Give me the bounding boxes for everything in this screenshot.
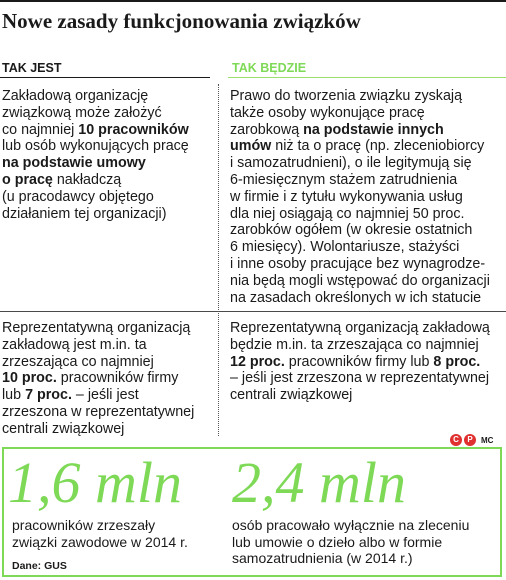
text-line <box>2 122 189 139</box>
text-line <box>230 320 490 337</box>
text-line <box>230 290 490 307</box>
page-title: Nowe zasady funkcjonowania związków <box>2 9 361 33</box>
text-segment: działaniem tej organizacji) <box>2 205 167 222</box>
text-segment: – jeśli jest <box>71 387 139 404</box>
text-segment: zrzeszona w reprezentatywnej <box>2 403 195 420</box>
emphasis-text: 8 proc. <box>433 353 481 370</box>
text-segment: Reprezentatywną organizacją zakładową <box>230 320 490 336</box>
text-segment: pracowników firmy <box>56 370 179 387</box>
text-line <box>2 105 189 122</box>
text-line <box>2 155 189 172</box>
emphasis-text: 10 pracowników <box>78 121 189 138</box>
emphasis-text: na podstawie innych <box>303 121 444 138</box>
text-segment: co najmniej <box>2 121 79 138</box>
text-segment: nakładczą <box>52 171 122 188</box>
header-rule-left <box>0 77 210 78</box>
row-divider <box>0 311 506 312</box>
column-divider <box>218 84 219 436</box>
text-line <box>2 337 194 354</box>
text-segment: 6 miesięcy). Wolontariusze, stażyści <box>230 239 460 256</box>
source-note: Dane: GUS <box>12 560 67 572</box>
text-line <box>2 404 194 421</box>
text-segment: także osoby wykonujące pracę <box>230 104 425 121</box>
cell-current-representative <box>2 320 194 438</box>
text-line <box>230 172 490 189</box>
text-segment: lub <box>2 387 26 404</box>
stat-value-contract-workers: 2,4 mln <box>232 450 406 515</box>
cell-future-representative <box>230 320 490 404</box>
header-rule-right <box>228 77 506 78</box>
stat-desc-line: pracowników zrzeszały <box>12 517 156 533</box>
text-segment: centrali związkowej <box>230 387 353 404</box>
text-line <box>230 155 490 172</box>
text-segment: Zakładową organizację <box>2 88 149 104</box>
text-segment: Prawo do tworzenia związku zyskają <box>230 88 463 104</box>
copyright-p-icon: P <box>464 434 476 446</box>
text-line <box>230 222 490 239</box>
text-segment: w firmie i z tytułu wykonywania usług <box>230 188 463 205</box>
text-segment: Reprezentatywną organizacją <box>2 320 191 336</box>
text-line <box>230 256 490 273</box>
emphasis-text: o pracę <box>2 171 53 188</box>
text-segment: 6-miesięcznym stażem zatrudnienia <box>230 171 458 188</box>
text-segment: centrali związkowej <box>2 420 125 437</box>
cell-future-founding <box>230 88 490 306</box>
text-line <box>230 88 490 105</box>
text-segment: na zasadach określonych w ich statucie <box>230 289 482 306</box>
text-segment: – jeśli jest zrzeszona w reprezentatywnej <box>230 370 490 387</box>
emphasis-text: 12 proc. <box>230 353 285 370</box>
text-line <box>2 387 194 404</box>
copyright-c-icon: C <box>450 434 462 446</box>
emphasis-text: 10 proc. <box>2 370 57 387</box>
text-line <box>2 88 189 105</box>
emphasis-text: 7 proc. <box>25 387 72 404</box>
text-line <box>2 206 189 223</box>
text-line <box>2 370 194 387</box>
text-segment: niż ta o pracę (np. zleceniobiorcy <box>271 138 485 155</box>
text-line <box>2 421 194 438</box>
text-segment: zrzeszająca co najmniej <box>2 353 154 370</box>
text-segment: (u pracodawcy objętego <box>2 188 154 205</box>
stat-desc-union-members <box>12 517 188 550</box>
text-line <box>230 239 490 256</box>
text-line <box>2 189 189 206</box>
text-line <box>230 273 490 290</box>
emphasis-text: umów <box>230 138 272 155</box>
text-line <box>230 370 490 387</box>
text-line <box>2 320 194 337</box>
text-segment: zakładową jest m.in. ta <box>2 336 147 353</box>
text-segment: zarobków ogółem (w okresie ostatnich <box>230 222 473 239</box>
stat-desc-line: lub umowie o dzieło albo w formie <box>232 533 443 550</box>
text-segment: związkową może założyć <box>2 104 162 121</box>
text-line <box>2 172 189 189</box>
cell-current-founding <box>2 88 189 222</box>
text-line <box>2 138 189 155</box>
text-segment: będzie m.in. ta zrzeszająca co najmniej <box>230 336 479 353</box>
text-line <box>230 337 490 354</box>
text-line <box>230 354 490 371</box>
column-header-current: TAK JEST <box>2 61 62 75</box>
text-line <box>2 354 194 371</box>
text-segment: lub osób wykonujących pracę <box>2 138 189 155</box>
text-segment: i inne osoby pracujące bez wynagrodze- <box>230 255 486 272</box>
text-segment: pracowników firmy lub <box>284 353 434 370</box>
text-line <box>230 206 490 223</box>
copyright-label: MC <box>481 435 494 445</box>
text-line <box>230 138 490 155</box>
stat-desc-line: związki zawodowe w 2014 r. <box>12 533 188 550</box>
copyright-mark <box>450 434 493 446</box>
text-segment: i samozatrudnieni), o ile legitymują się <box>230 155 472 172</box>
text-segment: dla niej osiągają co najmniej 50 proc. <box>230 205 465 222</box>
text-segment: nia będą mogli wstępować do organizacji <box>230 272 490 289</box>
text-segment: zarobkową <box>230 121 304 138</box>
top-rule <box>0 0 506 2</box>
text-line <box>230 122 490 139</box>
text-line <box>230 105 490 122</box>
stat-desc-contract-workers <box>232 517 469 567</box>
column-header-future: TAK BĘDZIE <box>232 61 307 75</box>
text-line <box>230 189 490 206</box>
emphasis-text: na podstawie umowy <box>2 155 146 172</box>
stat-desc-line: osób pracowało wyłącznie na zleceniu <box>232 517 470 533</box>
stat-value-union-members: 1,6 mln <box>8 450 182 515</box>
text-line <box>230 387 490 404</box>
stat-desc-line: samozatrudnienia (w 2014 r.) <box>232 550 413 566</box>
